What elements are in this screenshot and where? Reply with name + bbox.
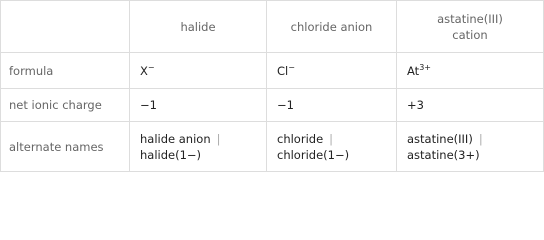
table-row-net-ionic-charge — [1, 89, 544, 122]
alternate-name: astatine(3+) — [407, 147, 480, 162]
formula-base: Cl — [277, 63, 289, 78]
column-header-astatine-line1: astatine(III) — [437, 11, 503, 26]
alternate-name: chloride — [277, 131, 324, 146]
column-header-chloride-anion: chloride anion — [267, 1, 397, 53]
formula-cell-halide — [130, 53, 267, 89]
name-separator: | — [478, 131, 483, 146]
table-row-alternate-names — [1, 122, 544, 172]
column-header-halide: halide — [130, 1, 267, 53]
alternate-name: astatine(III) — [407, 131, 473, 146]
charge-cell-halide: −1 — [130, 89, 267, 122]
header-row — [1, 1, 544, 53]
charge-cell-astatine: +3 — [397, 89, 544, 122]
charge-cell-chloride: −1 — [267, 89, 397, 122]
names-cell-halide — [130, 122, 267, 172]
name-separator: | — [329, 131, 334, 146]
names-cell-chloride — [267, 122, 397, 172]
alternate-name: halide anion — [140, 131, 211, 146]
row-header-alternate-names: alternate names — [1, 122, 130, 172]
row-header-formula: formula — [1, 53, 130, 89]
formula-base: X — [140, 63, 148, 78]
formula-charge: 3+ — [419, 62, 431, 72]
formula-cell-astatine — [397, 53, 544, 89]
alternate-name: halide(1−) — [140, 147, 202, 162]
column-header-astatine-cation — [397, 1, 544, 53]
row-header-net-ionic-charge: net ionic charge — [1, 89, 130, 122]
column-header-astatine-line2: cation — [452, 27, 488, 42]
name-separator: | — [216, 131, 221, 146]
formula-base: At — [407, 63, 420, 78]
formula-charge: − — [288, 62, 295, 72]
alternate-name: chloride(1−) — [277, 147, 350, 162]
formula-charge: − — [147, 62, 155, 72]
corner-cell — [1, 1, 130, 53]
names-cell-astatine — [397, 122, 544, 172]
table-row-formula — [1, 53, 544, 89]
formula-cell-chloride — [267, 53, 397, 89]
